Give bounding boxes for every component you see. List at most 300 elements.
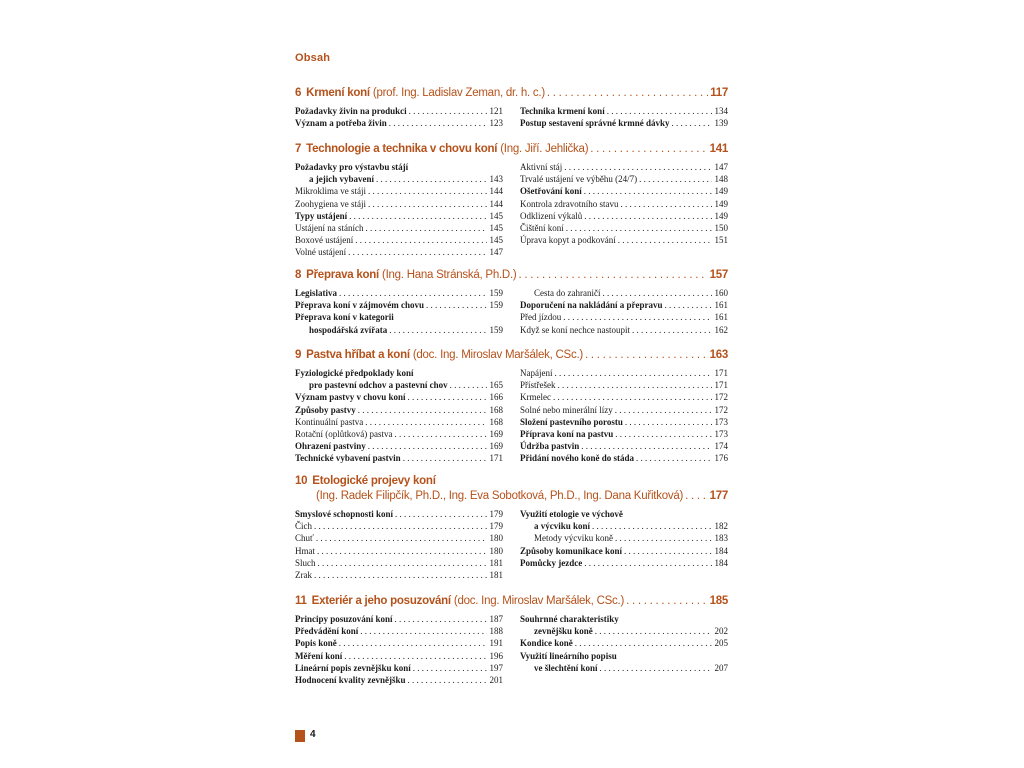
- toc-entry-page: 180: [489, 545, 503, 556]
- toc-entry[interactable]: [295, 557, 503, 569]
- toc-entry-label: Ustájení na stáních: [295, 223, 364, 234]
- dot-leader: [639, 173, 712, 185]
- toc-entry-page: 139: [714, 118, 728, 129]
- dot-leader: [409, 105, 487, 117]
- left-column: [295, 105, 503, 129]
- chapter-sections: [295, 367, 728, 465]
- dot-leader: [592, 520, 712, 532]
- dot-leader: [615, 532, 712, 544]
- toc-entry[interactable]: [520, 185, 728, 197]
- toc-entry-label: Požadavky živin na produkci: [295, 106, 407, 116]
- dot-leader: [636, 452, 712, 464]
- dot-leader: [595, 625, 712, 637]
- chapter-page: 185: [709, 595, 728, 607]
- toc-entry-label: Využití etologie ve výchově: [520, 509, 623, 519]
- toc-entry[interactable]: [295, 246, 503, 258]
- toc-entry[interactable]: [520, 210, 728, 222]
- dot-leader: [590, 142, 707, 157]
- left-column: [295, 367, 503, 465]
- toc-entry-page: 147: [714, 162, 728, 172]
- dot-leader: [625, 416, 712, 428]
- chapter-author: (Ing. Jiří. Jehlička): [500, 143, 589, 155]
- toc-entry-label: Chuť: [295, 533, 314, 544]
- toc-entry[interactable]: [295, 367, 503, 379]
- toc-entry[interactable]: [520, 287, 728, 299]
- dot-leader: [566, 222, 712, 234]
- toc-entry-label: zevnějšku koně: [534, 626, 593, 637]
- toc-entry-label: Hodnocení kvality zevnějšku: [295, 675, 406, 686]
- toc-entry-page: 197: [489, 662, 503, 673]
- toc-entry-page: 145: [489, 235, 503, 246]
- toc-entry-label: Kondice koně: [520, 638, 573, 649]
- page-title: Obsah: [295, 52, 331, 64]
- toc-entry[interactable]: [295, 520, 503, 532]
- toc-entry-label: Příprava koní na pastvu: [520, 429, 614, 440]
- chapter-name: Exteriér a jeho posuzování: [311, 595, 451, 607]
- toc-entry-page: 150: [714, 223, 728, 234]
- toc-entry-page: 145: [489, 223, 503, 234]
- toc-entry[interactable]: [295, 222, 503, 234]
- chapter-sections: [295, 105, 728, 129]
- dot-leader: [554, 367, 712, 379]
- toc-entry-page: 144: [489, 186, 503, 197]
- toc-entry[interactable]: [295, 674, 503, 686]
- dot-leader: [317, 545, 487, 557]
- dot-leader: [584, 557, 712, 569]
- toc-entry-label: Měření koní: [295, 650, 343, 661]
- toc-entry-page: 165: [489, 380, 503, 391]
- toc-entry[interactable]: [295, 105, 503, 117]
- toc-entry[interactable]: [520, 222, 728, 234]
- toc-entry[interactable]: [295, 299, 503, 311]
- toc-entry-page: 181: [489, 570, 503, 581]
- toc-entry-label: Využití lineárního popisu: [520, 650, 617, 661]
- toc-entry[interactable]: [295, 508, 503, 520]
- toc-entry[interactable]: [520, 324, 728, 336]
- toc-entry[interactable]: [520, 650, 728, 662]
- dot-leader: [395, 613, 487, 625]
- toc-entry-page: 173: [714, 429, 728, 440]
- dot-leader: [564, 161, 712, 173]
- dot-leader: [349, 210, 487, 222]
- chapter-author: (Ing. Radek Filipčík, Ph.D., Ing. Eva Sobotková, Ph.D., Ing. Dana Kuřitková): [316, 490, 684, 502]
- toc-entry-page: 173: [714, 416, 728, 427]
- dot-leader: [394, 428, 487, 440]
- toc-entry-page: 149: [714, 210, 728, 221]
- toc-entry[interactable]: [295, 311, 503, 323]
- dot-leader: [632, 324, 712, 336]
- toc-entry-label: Požadavky pro výstavbu stájí: [295, 162, 409, 172]
- toc-entry-label: Údržba pastvin: [520, 441, 580, 452]
- chapter-block: [295, 348, 728, 465]
- dot-leader: [607, 105, 712, 117]
- toc-entry[interactable]: [520, 311, 728, 323]
- chapter-number: 7: [295, 143, 302, 155]
- toc-entry[interactable]: [520, 234, 728, 246]
- toc-entry[interactable]: [295, 569, 503, 581]
- toc-entry[interactable]: [295, 440, 503, 452]
- dot-leader: [395, 508, 487, 520]
- dot-leader: [563, 311, 712, 323]
- toc-entry[interactable]: [295, 416, 503, 428]
- toc-entry-label: Boxové ustájení: [295, 235, 354, 246]
- toc-entry[interactable]: [520, 198, 728, 210]
- toc-entry[interactable]: [295, 391, 503, 403]
- toc-entry-page: 160: [714, 288, 728, 298]
- dot-leader: [318, 557, 487, 569]
- dot-leader: [584, 210, 712, 222]
- toc-entry-label: Zoohygiena ve stáji: [295, 198, 366, 209]
- chapter-block: [295, 474, 728, 581]
- toc-entry[interactable]: [520, 613, 728, 625]
- toc-entry-label: Popis koně: [295, 638, 337, 649]
- toc-entry-label: a jejich vybavení: [309, 174, 374, 185]
- dot-leader: [348, 246, 487, 258]
- toc-entry[interactable]: [295, 210, 503, 222]
- toc-entry-label: Mikroklima ve stáji: [295, 186, 366, 197]
- toc-entry[interactable]: [520, 105, 728, 117]
- chapter-page: 117: [710, 87, 728, 99]
- chapter-title[interactable]: [295, 268, 728, 283]
- toc-entry[interactable]: [295, 404, 503, 416]
- toc-entry-label: Čištění koní: [520, 223, 564, 234]
- toc-entry-label: Metody výcviku koně: [534, 533, 613, 544]
- toc-entry-label: hospodářská zvířata: [309, 324, 388, 335]
- dot-leader: [547, 86, 708, 101]
- toc-entry-label: Lineární popis zevnějšku koní: [295, 662, 411, 673]
- dot-leader: [624, 545, 712, 557]
- chapter-title[interactable]: [295, 348, 728, 363]
- toc-entry-label: Pomůcky jezdce: [520, 557, 583, 568]
- dot-leader: [665, 299, 712, 311]
- toc-entry[interactable]: [520, 404, 728, 416]
- toc-entry-page: 161: [714, 312, 728, 323]
- toc-entry[interactable]: [295, 452, 503, 464]
- chapter-author: (doc. Ing. Miroslav Maršálek, CSc.): [453, 595, 625, 607]
- toc-entry[interactable]: [520, 367, 728, 379]
- chapter-block: [295, 594, 728, 686]
- chapter-block: [295, 268, 728, 336]
- toc-entry[interactable]: [295, 428, 503, 440]
- toc-entry-label: Předvádění koní: [295, 626, 359, 637]
- toc-entry-label: Krmelec: [520, 392, 551, 403]
- chapter-sections: [295, 613, 728, 686]
- toc-entry-page: 183: [714, 533, 728, 544]
- toc-entry[interactable]: [520, 416, 728, 428]
- dot-leader: [584, 185, 712, 197]
- right-column: [520, 367, 728, 465]
- chapter-title[interactable]: [295, 594, 728, 609]
- dot-leader: [389, 324, 487, 336]
- toc-entry-label: ve šlechtění koní: [534, 662, 598, 673]
- toc-entry-page: 159: [489, 300, 503, 311]
- toc-entry[interactable]: [295, 545, 503, 557]
- toc-entry-label: Ošetřování koní: [520, 186, 582, 197]
- dot-leader: [519, 268, 708, 283]
- chapter-title[interactable]: [295, 474, 728, 489]
- chapter-title[interactable]: [295, 86, 728, 101]
- toc-entry-label: Čich: [295, 521, 312, 532]
- toc-entry-page: 159: [489, 324, 503, 335]
- chapter-block: [295, 86, 728, 129]
- toc-entry-page: 184: [714, 545, 728, 556]
- toc-entry-page: 205: [714, 638, 728, 649]
- chapter-author: (prof. Ing. Ladislav Zeman, dr. h. c.): [372, 87, 545, 99]
- chapter-number: 11: [295, 595, 307, 607]
- toc-entry[interactable]: [520, 662, 728, 674]
- toc-entry-label: Volné ustájení: [295, 247, 347, 258]
- page-marker: [295, 730, 305, 742]
- dot-leader: [615, 404, 712, 416]
- toc-entry[interactable]: [520, 299, 728, 311]
- toc-entry[interactable]: [295, 185, 503, 197]
- chapter-sections: [295, 161, 728, 259]
- chapter-number: 6: [295, 87, 302, 99]
- dot-leader: [358, 404, 487, 416]
- toc-entry-label: a výcviku koní: [534, 521, 591, 532]
- toc-entry[interactable]: [520, 520, 728, 532]
- toc-entry[interactable]: [520, 545, 728, 557]
- right-column: [520, 161, 728, 259]
- toc-entry[interactable]: [520, 508, 728, 520]
- toc-entry[interactable]: [295, 173, 503, 185]
- dot-leader: [450, 379, 487, 391]
- toc-entry-page: 179: [489, 509, 503, 519]
- toc-entry-page: 151: [714, 235, 728, 246]
- toc-entry[interactable]: [520, 391, 728, 403]
- dot-leader: [426, 299, 487, 311]
- chapter-name: Krmení koní: [306, 87, 370, 99]
- chapter-block: [295, 142, 728, 259]
- toc-entry-page: 147: [489, 247, 503, 258]
- chapter-page: 163: [709, 349, 728, 361]
- toc-entry-page: 172: [714, 404, 728, 415]
- dot-leader: [408, 674, 487, 686]
- dot-leader: [585, 348, 708, 363]
- toc-entry[interactable]: [520, 173, 728, 185]
- chapter-sections: [295, 287, 728, 336]
- dot-leader: [360, 625, 487, 637]
- toc-entry-page: 191: [489, 638, 503, 649]
- chapter-author: (Ing. Hana Stránská, Ph.D.): [381, 269, 517, 281]
- chapter-number: 8: [295, 269, 302, 281]
- toc-entry-page: 201: [489, 675, 503, 686]
- dot-leader: [368, 440, 487, 452]
- dot-leader: [314, 520, 487, 532]
- toc-entry[interactable]: [295, 613, 503, 625]
- toc-entry-label: Kontrola zdravotního stavu: [520, 198, 619, 209]
- toc-entry-label: Smyslové schopnosti koní: [295, 509, 394, 519]
- toc-entry[interactable]: [295, 324, 503, 336]
- chapter-number: 9: [295, 349, 302, 361]
- toc-entry-page: 188: [489, 626, 503, 637]
- left-column: [295, 161, 503, 259]
- chapter-page: 141: [709, 143, 728, 155]
- left-column: [295, 287, 503, 336]
- toc-entry-page: 168: [489, 404, 503, 415]
- toc-entry[interactable]: [295, 234, 503, 246]
- toc-entry-page: 176: [714, 453, 728, 464]
- right-column: [520, 287, 728, 336]
- dot-leader: [365, 416, 487, 428]
- toc-entry[interactable]: [520, 117, 728, 129]
- toc-entry-label: Postup sestavení správné krmné dávky: [520, 118, 670, 129]
- dot-leader: [615, 428, 712, 440]
- toc-entry-label: Význam pastvy v chovu koní: [295, 392, 406, 403]
- toc-entry-label: Sluch: [295, 557, 316, 568]
- toc-entry-label: Solné nebo minerální lízy: [520, 404, 613, 415]
- toc-entry-page: 162: [714, 324, 728, 335]
- chapter-name: Technologie a technika v chovu koní: [306, 143, 498, 155]
- toc-entry-label: Rotační (oplůtková) pastva: [295, 429, 393, 440]
- dot-leader: [376, 173, 487, 185]
- toc-entry[interactable]: [295, 637, 503, 649]
- chapter-number: 10: [295, 475, 308, 487]
- toc-entry-page: 171: [489, 453, 503, 464]
- dot-leader: [413, 662, 487, 674]
- toc-entry-page: 149: [714, 186, 728, 197]
- dot-leader: [314, 569, 487, 581]
- dot-leader: [368, 185, 487, 197]
- toc-entry[interactable]: [295, 161, 503, 173]
- toc-entry-page: 161: [714, 300, 728, 311]
- toc-entry[interactable]: [520, 428, 728, 440]
- toc-entry-page: 123: [489, 118, 503, 129]
- toc-entry[interactable]: [520, 452, 728, 464]
- dot-leader: [602, 287, 712, 299]
- dot-leader: [581, 440, 712, 452]
- toc-entry-page: 174: [714, 441, 728, 452]
- toc-entry-label: Aktivní stáj: [520, 162, 563, 172]
- right-column: [520, 613, 728, 686]
- toc-entry-label: Ohrazení pastviny: [295, 441, 366, 452]
- dot-leader: [339, 637, 487, 649]
- chapter-name: Pastva hříbat a koní: [306, 349, 410, 361]
- toc-entry-label: Cesta do zahraničí: [534, 288, 601, 298]
- toc-entry-page: 134: [714, 106, 728, 116]
- toc-entry-label: pro pastevní odchov a pastevní chov: [309, 380, 448, 391]
- toc-entry-page: 143: [489, 174, 503, 185]
- chapter-author: (doc. Ing. Miroslav Maršálek, CSc.): [412, 349, 583, 361]
- toc-entry-label: Trvalé ustájení ve výběhu (24/7): [520, 174, 638, 185]
- toc-entry-page: 145: [489, 210, 503, 221]
- dot-leader: [403, 452, 487, 464]
- toc-entry-page: 149: [714, 198, 728, 209]
- toc-entry-label: Hmat: [295, 545, 315, 556]
- toc-entry[interactable]: [295, 198, 503, 210]
- toc-entry[interactable]: [295, 625, 503, 637]
- toc-entry[interactable]: [520, 637, 728, 649]
- dot-leader: [558, 379, 713, 391]
- toc-entry-page: 202: [714, 626, 728, 637]
- toc-entry-page: 207: [714, 662, 728, 673]
- dot-leader: [626, 594, 707, 609]
- toc-entry-label: Typy ustájení: [295, 210, 348, 221]
- toc-entry-page: 144: [489, 198, 503, 209]
- dot-leader: [355, 234, 487, 246]
- toc-entry-page: 182: [714, 521, 728, 532]
- toc-entry-page: 181: [489, 557, 503, 568]
- chapter-title[interactable]: [295, 142, 728, 157]
- toc-entry[interactable]: [520, 379, 728, 391]
- toc-entry-label: Přeprava koní v kategorii: [295, 312, 394, 323]
- page-number: 4: [310, 729, 316, 740]
- toc-entry-page: 171: [714, 368, 728, 378]
- toc-entry-page: 169: [489, 429, 503, 440]
- toc-entry[interactable]: [295, 379, 503, 391]
- toc-entry-page: 148: [714, 174, 728, 185]
- toc-entry-label: Legislativa: [295, 288, 337, 298]
- toc-entry-page: 169: [489, 441, 503, 452]
- dot-leader: [339, 287, 487, 299]
- toc-entry-label: Zrak: [295, 570, 312, 581]
- toc-entry-label: Před jízdou: [520, 312, 562, 323]
- chapter-page: 177: [709, 490, 728, 502]
- toc-entry[interactable]: [520, 625, 728, 637]
- toc-entry-label: Přeprava koní v zájmovém chovu: [295, 300, 424, 311]
- toc-entry-page: 179: [489, 521, 503, 532]
- dot-leader: [575, 637, 712, 649]
- toc-entry-label: Principy posuzování koní: [295, 614, 393, 624]
- dot-leader: [316, 532, 487, 544]
- toc-entry-label: Když se koní nechce nastoupit: [520, 324, 630, 335]
- toc-entry[interactable]: [295, 532, 503, 544]
- toc-entry-label: Způsoby komunikace koní: [520, 545, 623, 556]
- dot-leader: [553, 391, 712, 403]
- dot-leader: [672, 117, 712, 129]
- right-column: [520, 508, 728, 581]
- dot-leader: [685, 489, 707, 504]
- toc-entry[interactable]: [520, 161, 728, 173]
- dot-leader: [365, 222, 487, 234]
- toc-entry-label: Složení pastevního porostu: [520, 416, 623, 427]
- toc-entry[interactable]: [295, 650, 503, 662]
- toc-entry-label: Odklizení výkalů: [520, 210, 583, 221]
- dot-leader: [344, 650, 487, 662]
- toc-entry-page: 168: [489, 416, 503, 427]
- toc-entry-page: 184: [714, 557, 728, 568]
- toc-entry[interactable]: [520, 532, 728, 544]
- toc-entry[interactable]: [520, 440, 728, 452]
- chapter-name: Etologické projevy koní: [312, 475, 436, 487]
- toc-entry-label: Napájení: [520, 368, 553, 378]
- toc-entry-label: Přidání nového koně do stáda: [520, 453, 635, 464]
- toc-entry[interactable]: [295, 117, 503, 129]
- toc-entry-page: 187: [489, 614, 503, 624]
- toc-entry-page: 171: [714, 380, 728, 391]
- toc-entry-label: Úprava kopyt a podkování: [520, 235, 616, 246]
- dot-leader: [408, 391, 487, 403]
- toc-entry-page: 121: [489, 106, 503, 116]
- toc-entry-label: Technika krmení koní: [520, 106, 605, 116]
- toc-entry-page: 180: [489, 533, 503, 544]
- toc-entry[interactable]: [295, 662, 503, 674]
- right-column: [520, 105, 728, 129]
- chapter-title-continued: [295, 489, 728, 504]
- toc-entry-label: Kontinuální pastva: [295, 416, 364, 427]
- dot-leader: [368, 198, 487, 210]
- dot-leader: [600, 662, 712, 674]
- toc-entry[interactable]: [295, 287, 503, 299]
- left-column: [295, 508, 503, 581]
- toc-entry-page: 172: [714, 392, 728, 403]
- toc-entry-page: 166: [489, 392, 503, 403]
- toc-entry-page: 159: [489, 288, 503, 298]
- toc-entry-label: Přístřešek: [520, 380, 556, 391]
- toc-entry[interactable]: [520, 557, 728, 569]
- toc-entry-label: Způsoby pastvy: [295, 404, 356, 415]
- dot-leader: [618, 234, 712, 246]
